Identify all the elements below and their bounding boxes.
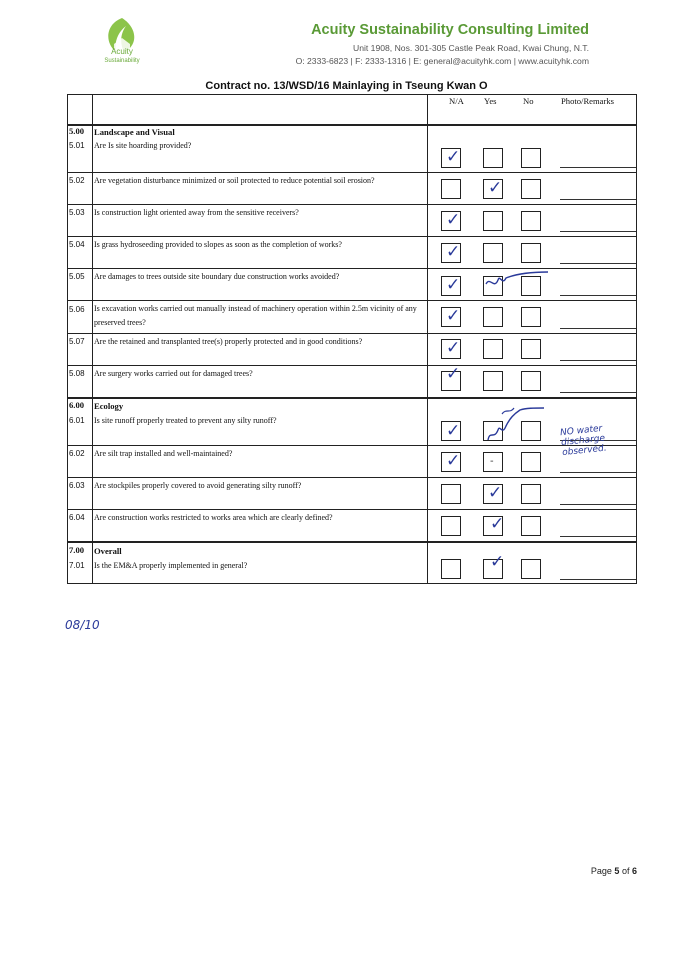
na-checkbox[interactable] <box>441 484 461 504</box>
col-header-no: No <box>523 96 534 106</box>
page-label: Page <box>590 866 612 876</box>
remark-line <box>560 199 636 200</box>
item-number: 5.02 <box>69 176 85 185</box>
yes-checkbox[interactable] <box>483 243 503 263</box>
row-divider <box>67 541 637 543</box>
section-number: 7.00 <box>69 545 85 555</box>
check-mark-icon: ✓ <box>446 242 461 262</box>
contract-title: Contract no. 13/WSD/16 Mainlaying in Tseung Kwan O <box>205 80 488 92</box>
yes-checkbox[interactable] <box>483 307 503 327</box>
yes-checkbox[interactable] <box>483 371 503 391</box>
remark-line <box>560 536 636 537</box>
column-divider <box>427 94 428 584</box>
check-mark-icon: ✓ <box>446 210 461 230</box>
no-checkbox[interactable] <box>521 484 541 504</box>
col-header-na: N/A <box>449 96 464 106</box>
remark-line <box>560 328 636 329</box>
item-number: 5.03 <box>69 208 85 217</box>
section-title: Overall <box>94 546 122 556</box>
row-divider <box>67 333 637 334</box>
page-total: 6 <box>631 866 637 876</box>
yes-checkbox[interactable] <box>483 211 503 231</box>
item-question: Are Is site hoarding provided? <box>94 141 192 150</box>
item-question: Are stockpiles properly covered to avoid generating silty runoff? <box>94 481 302 490</box>
col-header-remarks: Photo/Remarks <box>561 96 614 106</box>
strikethrough-scribble-icon <box>480 400 550 446</box>
item-number: 5.05 <box>69 272 85 281</box>
remark-line <box>560 295 636 296</box>
column-divider <box>92 94 93 584</box>
item-question: Is excavation works carried out manually instead of machinery operation within 2.5m vicinity of any preserved trees? <box>94 304 417 327</box>
item-question: Is grass hydroseeding provided to slopes as soon as the completion of works? <box>94 240 342 249</box>
item-number: 6.04 <box>69 513 85 522</box>
check-mark-icon: ✓ <box>446 338 461 358</box>
check-mark-icon: ✓ <box>490 514 505 534</box>
col-header-yes: Yes <box>484 96 497 106</box>
no-checkbox[interactable] <box>521 148 541 168</box>
page-number <box>591 866 637 876</box>
row-divider <box>67 300 637 301</box>
check-mark-icon: ✓ <box>446 275 461 295</box>
dash-mark-icon: - <box>490 456 494 467</box>
item-number: 5.01 <box>69 141 85 150</box>
remark-line <box>560 263 636 264</box>
section-number: 5.00 <box>69 126 85 136</box>
company-contact: O: 2333-6823 | F: 2333-1316 | E: general@acuityhk.com | www.acuityhk.com <box>295 56 589 66</box>
yes-checkbox[interactable] <box>483 339 503 359</box>
section-title: Landscape and Visual <box>94 127 175 137</box>
item-number: 5.06 <box>69 305 85 314</box>
company-name: Acuity Sustainability Consulting Limited <box>311 22 589 38</box>
check-mark-icon: ✓ <box>446 306 461 326</box>
item-question: Is construction light oriented away from the sensitive receivers? <box>94 208 299 217</box>
row-divider <box>67 204 637 205</box>
no-checkbox[interactable] <box>521 371 541 391</box>
remark-line <box>560 231 636 232</box>
row-divider <box>67 172 637 173</box>
row-divider <box>67 477 637 478</box>
item-question: Are vegetation disturbance minimized or soil protected to reduce potential soil erosion? <box>94 176 375 185</box>
no-checkbox[interactable] <box>521 339 541 359</box>
no-checkbox[interactable] <box>521 516 541 536</box>
check-mark-icon: ✓ <box>446 451 461 471</box>
remark-line <box>560 392 636 393</box>
item-question: Are surgery works carried out for damaged trees? <box>94 369 253 378</box>
logo-subtitle: Sustainability <box>104 58 140 64</box>
remark-line <box>560 579 636 580</box>
no-checkbox[interactable] <box>521 211 541 231</box>
row-divider <box>67 236 637 237</box>
remark-line <box>560 472 636 473</box>
row-divider <box>67 445 637 446</box>
strikethrough-scribble-icon <box>482 266 552 296</box>
no-checkbox[interactable] <box>521 559 541 579</box>
item-number: 5.07 <box>69 337 85 346</box>
section-title: Ecology <box>94 401 124 411</box>
handwritten-remark: NO water discharge observed. <box>559 423 608 459</box>
row-divider <box>67 509 637 510</box>
no-checkbox[interactable] <box>521 307 541 327</box>
item-number: 7.01 <box>69 561 85 570</box>
check-mark-icon: ✓ <box>490 552 505 572</box>
no-checkbox[interactable] <box>521 452 541 472</box>
check-mark-icon: ✓ <box>446 421 461 441</box>
item-number: 5.08 <box>69 369 85 378</box>
page-of: of <box>621 866 630 876</box>
item-number: 6.02 <box>69 449 85 458</box>
item-question: Are damages to trees outside site boundary due construction works avoided? <box>94 272 340 281</box>
section-number: 6.00 <box>69 400 85 410</box>
company-address: Unit 1908, Nos. 301-305 Castle Peak Road, Kwai Chung, N.T. <box>353 43 589 53</box>
item-number: 6.03 <box>69 481 85 490</box>
logo-name: Acuity <box>111 47 133 56</box>
row-divider <box>67 365 637 366</box>
check-mark-icon: ✓ <box>446 147 461 167</box>
no-checkbox[interactable] <box>521 179 541 199</box>
item-question: Is the EM&A properly implemented in general? <box>94 561 248 570</box>
item-question: Are the retained and transplanted tree(s) properly protected and in good conditions? <box>94 337 363 346</box>
item-question: Are construction works restricted to works area which are clearly defined? <box>94 513 333 522</box>
handwritten-code: 08/10 <box>65 618 100 632</box>
no-checkbox[interactable] <box>521 243 541 263</box>
remark-line <box>560 360 636 361</box>
page-current: 5 <box>614 866 620 876</box>
na-checkbox[interactable] <box>441 559 461 579</box>
check-mark-icon: ✓ <box>488 483 503 503</box>
na-checkbox[interactable] <box>441 516 461 536</box>
remark-line <box>560 167 636 168</box>
item-number: 5.04 <box>69 240 85 249</box>
remark-line <box>560 504 636 505</box>
na-checkbox[interactable] <box>441 179 461 199</box>
item-question: Is site runoff properly treated to prevent any silty runoff? <box>94 416 277 425</box>
check-mark-icon: ✓ <box>488 178 503 198</box>
check-mark-icon: ✓ <box>446 364 461 384</box>
item-number: 6.01 <box>69 416 85 425</box>
yes-checkbox[interactable] <box>483 148 503 168</box>
item-question: Are silt trap installed and well-maintained? <box>94 449 233 458</box>
